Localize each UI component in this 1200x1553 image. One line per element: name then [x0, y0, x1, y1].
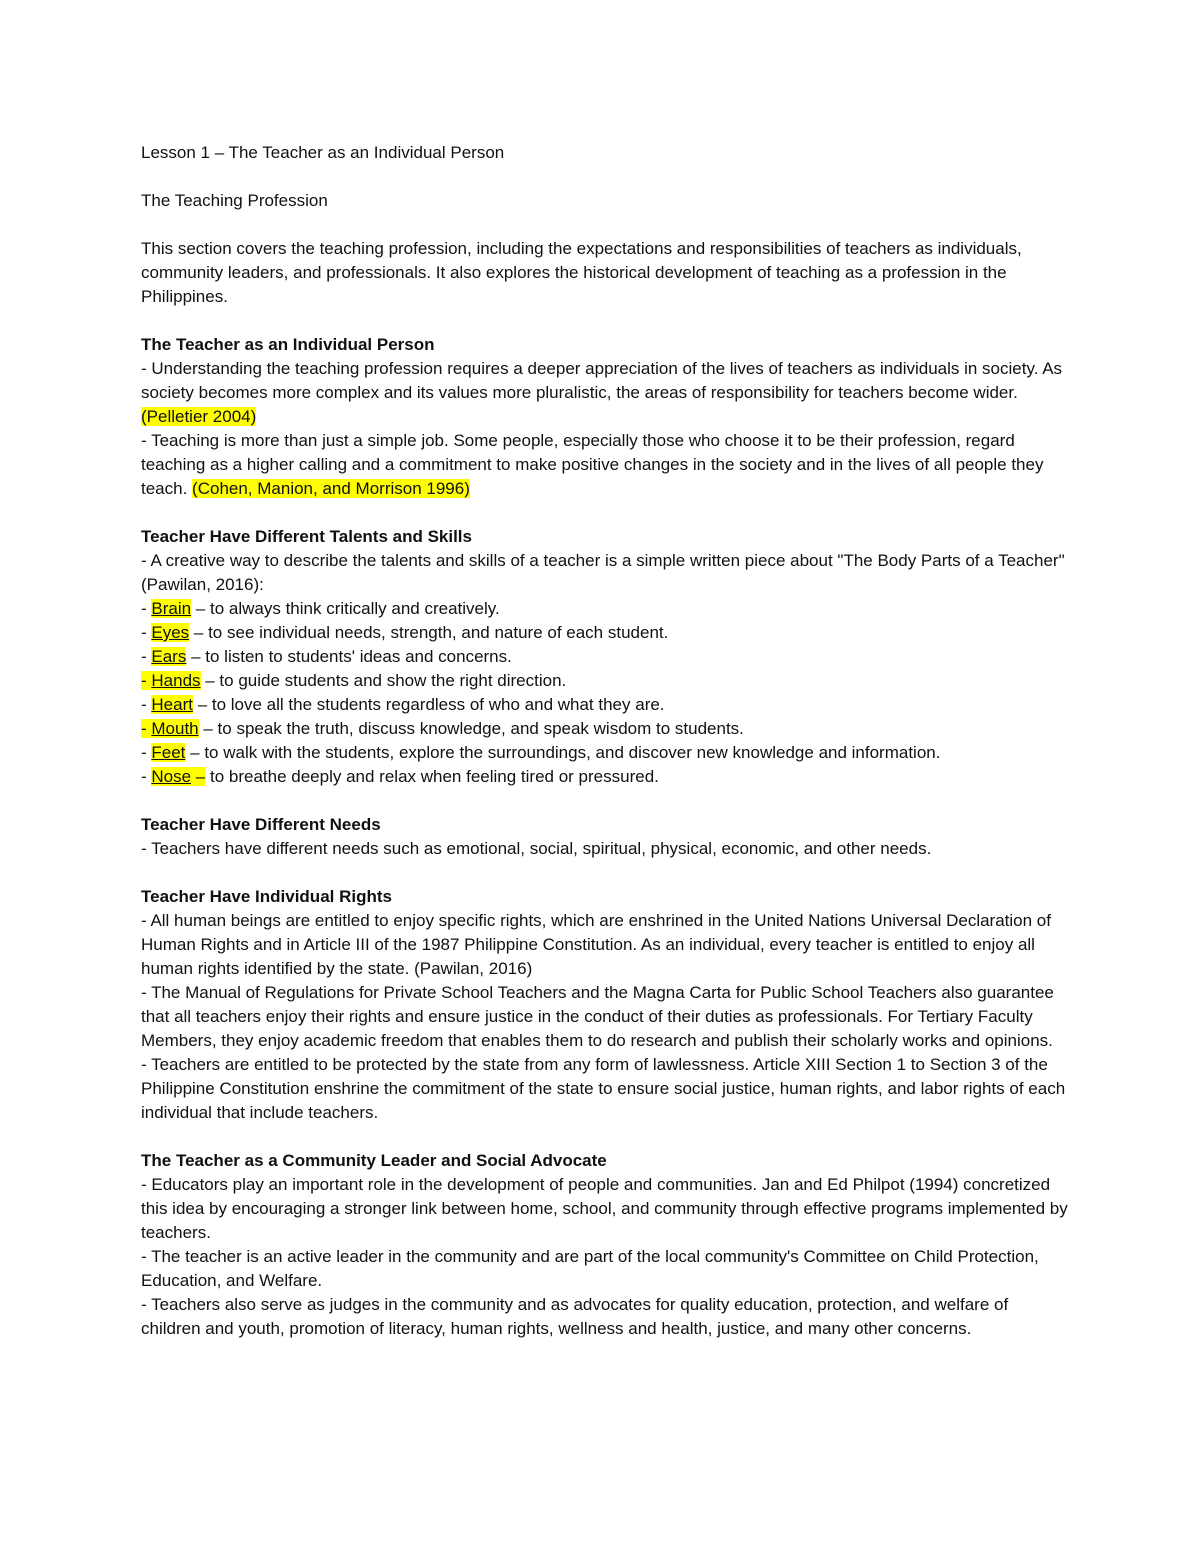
- list-item-ears: - Ears – to listen to students' ideas and concerns.: [141, 647, 512, 666]
- list-item-heart: - Heart – to love all the students regardless of who and what they are.: [141, 695, 665, 714]
- paragraph-needs: - Teachers have different needs such as emotional, social, spiritual, physical, economic, and other needs.: [141, 839, 932, 858]
- paragraph-human-rights: - All human beings are entitled to enjoy specific rights, which are enshrined in the United Nations Universal Declaration of Human Rights and in Article III of the 1987 Philippine Constitution. As an individual, every teacher is entitled to enjoy all human rights identified by the state. (Pawilan, 2016): [141, 911, 1051, 978]
- section-heading-individual-person: The Teacher as an Individual Person: [141, 335, 435, 354]
- keyword-heart: Heart: [151, 695, 193, 714]
- intro-paragraph: This section covers the teaching profession, including the expectations and responsibilities of teachers as individuals, community leaders, and professionals. It also explores the historical development of teaching as a profession in the Philippines.: [141, 239, 1022, 306]
- document-subtitle: The Teaching Profession: [141, 191, 328, 210]
- citation-cohen: (Cohen, Manion, and Morrison 1996): [192, 479, 470, 498]
- citation-pelletier: (Pelletier 2004): [141, 407, 257, 426]
- list-item-hands: - Hands – to guide students and show the right direction.: [141, 671, 567, 690]
- keyword-eyes: Eyes: [151, 623, 190, 642]
- document-title: Lesson 1 – The Teacher as an Individual Person: [141, 143, 505, 162]
- keyword-brain: Brain: [151, 599, 192, 618]
- paragraph-understanding: [141, 357, 1071, 429]
- paragraph-manual-regulations: - The Manual of Regulations for Private School Teachers and the Magna Carta for Public School Teachers also guarantee that all teachers enjoy their rights and ensure justice in the conduct of their duties as professionals. For Tertiary Faculty Members, they enjoy academic freedom that enables them to do research and publish their scholarly works and opinions.: [141, 983, 1054, 1050]
- document-page: [141, 141, 1071, 1341]
- keyword-mouth: Mouth: [151, 719, 199, 738]
- paragraph-educators-role: - Educators play an important role in the development of people and communities. Jan and Ed Philpot (1994) concretized this idea by encouraging a stronger link between home, school, and community through effective programs implemented by teachers.: [141, 1175, 1068, 1242]
- paragraph-active-leader: - The teacher is an active leader in the community and are part of the local community's Committee on Child Protection, Education, and Welfare.: [141, 1247, 1039, 1290]
- paragraph-body-parts-intro: - A creative way to describe the talents and skills of a teacher is a simple written piece about "The Body Parts of a Teacher" (Pawilan, 2016):: [141, 551, 1065, 594]
- list-item-nose: - Nose – to breathe deeply and relax when feeling tired or pressured.: [141, 767, 659, 786]
- list-item-eyes: - Eyes – to see individual needs, strength, and nature of each student.: [141, 623, 669, 642]
- paragraph-text: - Understanding the teaching profession requires a deeper appreciation of the lives of teachers as individuals in society. As society becomes more complex and its values more pluralistic, the areas of responsibility for teachers become wider.: [141, 359, 1063, 402]
- keyword-nose: Nose: [151, 767, 192, 786]
- paragraph-protection: - Teachers are entitled to be protected by the state from any form of lawlessness. Article XIII Section 1 to Section 3 of the Philippine Constitution enshrine the commitment of the state to ensure social justice, human rights, and labor rights of each individual that include teachers.: [141, 1055, 1066, 1122]
- section-heading-talents-skills: Teacher Have Different Talents and Skills: [141, 527, 472, 546]
- keyword-ears: Ears: [151, 647, 187, 666]
- paragraph-text: - Teaching is more than just a simple job. Some people, especially those who choose it to be their profession, regard teaching as a higher calling and a commitment to make positive changes in the society and in the lives of all people they teach.: [141, 431, 1044, 498]
- list-item-mouth: - Mouth – to speak the truth, discuss knowledge, and speak wisdom to students.: [141, 719, 744, 738]
- paragraph-teaching-calling: [141, 429, 1071, 501]
- keyword-feet: Feet: [151, 743, 186, 762]
- paragraph-advocates: - Teachers also serve as judges in the community and as advocates for quality education, protection, and welfare of children and youth, promotion of literacy, human rights, wellness and health, justice, and many other concerns.: [141, 1295, 1009, 1338]
- list-item-feet: - Feet – to walk with the students, explore the surroundings, and discover new knowledge and information.: [141, 743, 941, 762]
- list-item-brain: - Brain – to always think critically and creatively.: [141, 599, 500, 618]
- keyword-hands: Hands: [151, 671, 201, 690]
- section-heading-community-leader: The Teacher as a Community Leader and Social Advocate: [141, 1151, 607, 1170]
- section-heading-needs: Teacher Have Different Needs: [141, 815, 381, 834]
- section-heading-rights: Teacher Have Individual Rights: [141, 887, 392, 906]
